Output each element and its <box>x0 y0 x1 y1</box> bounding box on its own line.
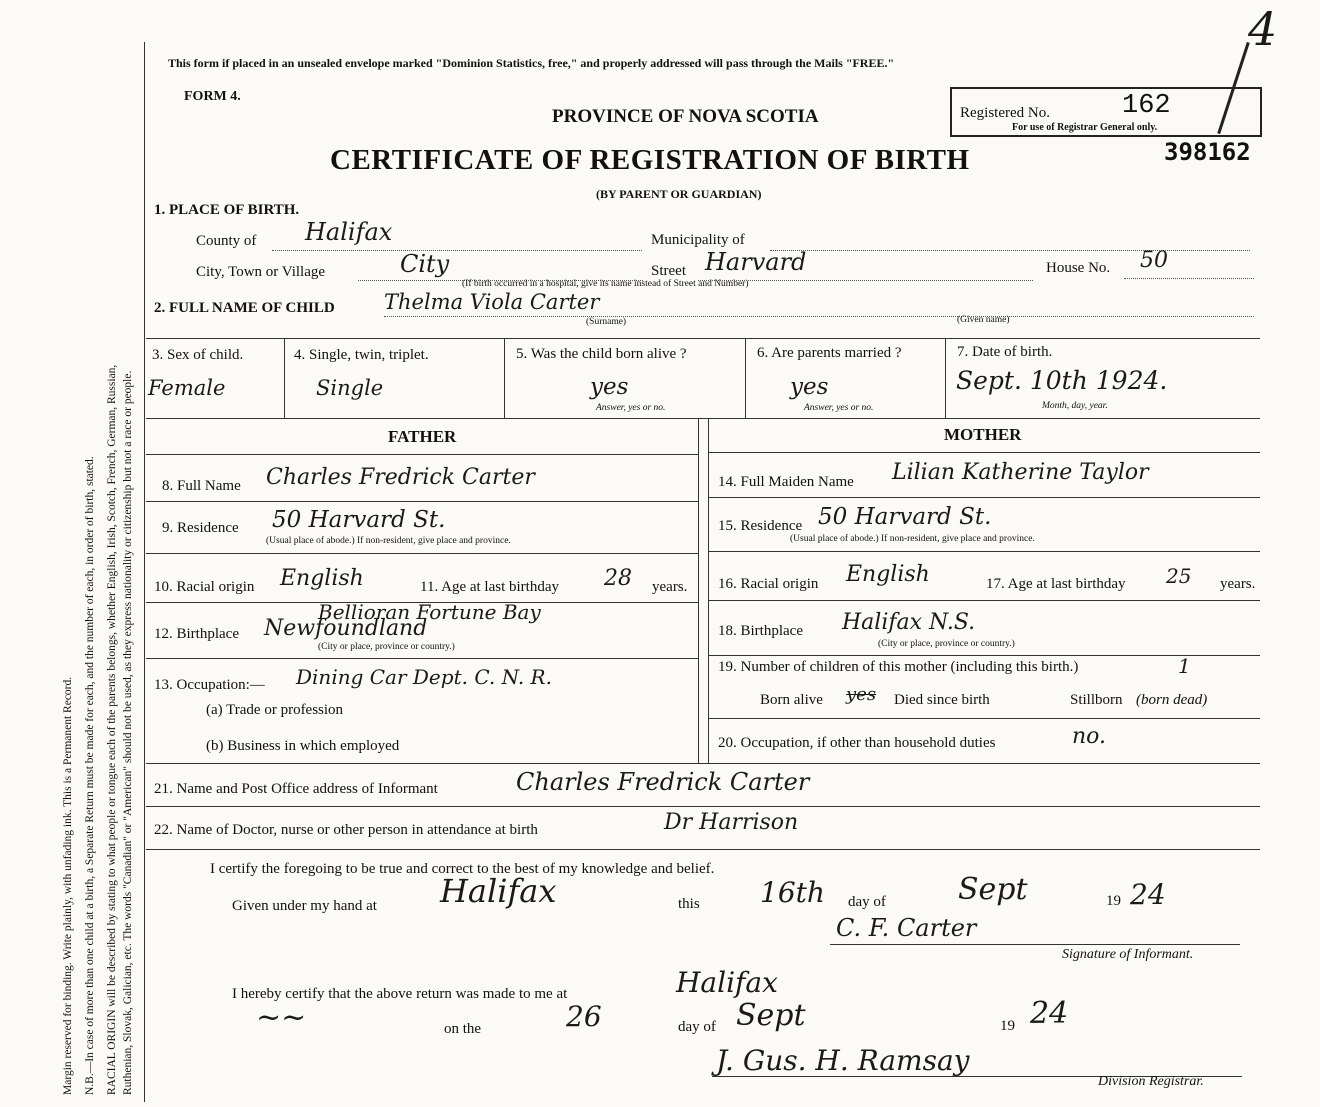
house-number-value: 50 <box>1140 248 1168 273</box>
county-label: County of <box>196 233 257 249</box>
registrar-month-value: Sept <box>736 998 806 1033</box>
county-line <box>272 250 642 251</box>
child-name-value: Thelma Viola Carter <box>384 290 600 314</box>
details-divider-2 <box>504 338 505 418</box>
child-name-line <box>384 316 1254 317</box>
certification-year-prefix: 19 <box>1106 893 1121 909</box>
father-birthplace-label: 12. Birthplace <box>154 626 239 642</box>
mother-row-rule-2 <box>708 551 1260 552</box>
doctor-rule <box>146 849 1260 850</box>
registered-number-note: For use of Registrar General only. <box>1012 122 1158 133</box>
father-racial-label: 10. Racial origin <box>154 579 255 595</box>
father-birthplace-value-1: Bellioran Fortune Bay <box>318 600 541 624</box>
mother-occupation-value: no. <box>1072 724 1107 749</box>
born-alive-count-value: yes <box>846 684 877 705</box>
father-row-rule-4 <box>146 658 698 659</box>
margin-note-racial-origin: RACIAL ORIGIN will be described by stating to what people or tongue each of the parents belongs, whether English, Irish, Scotch, French, German, Russian, <box>106 364 118 1095</box>
city-label: City, Town or Village <box>196 264 326 280</box>
certification-day-of-label: day of <box>848 894 886 910</box>
mother-birthplace-note: (City or place, province or country.) <box>878 639 1015 649</box>
registrar-signature: J. Gus. H. Ramsay <box>716 1044 970 1077</box>
parents-married-value: yes <box>790 374 829 400</box>
margin-note-racial-origin-2: Ruthenian, Slovak, Galician, etc. The words "Canadian" or "American" should not be used, as they express nationality or citizenship but not a race or people. <box>122 370 134 1095</box>
hospital-note: (If birth occurred in a hospital, give its name instead of Street and Number) <box>462 279 749 289</box>
given-under-label: Given under my hand at <box>232 898 377 914</box>
province-heading: PROVINCE OF NOVA SCOTIA <box>552 106 819 127</box>
parents-married-note: Answer, yes or no. <box>804 403 874 413</box>
informant-signature-line <box>830 944 1240 945</box>
mother-racial-value: English <box>846 562 930 587</box>
father-residence-label: 9. Residence <box>162 520 239 536</box>
mother-residence-label: 15. Residence <box>718 518 803 534</box>
doctor-value: Dr Harrison <box>664 810 799 835</box>
certification-statement: I certify the foregoing to be true and correct to the best of my knowledge and belief. <box>210 861 715 877</box>
given-name-note: (Given name) <box>957 315 1010 325</box>
informant-rule <box>146 806 1260 807</box>
mother-age-label: 17. Age at last birthday <box>986 576 1126 592</box>
informant-value: Charles Fredrick Carter <box>516 768 810 796</box>
certification-day-value: 16th <box>760 876 825 909</box>
father-occupation-value: Dining Car Dept. C. N. R. <box>296 665 552 689</box>
surname-note: (Surname) <box>586 317 627 327</box>
margin-note-multiple-births: N.B.—In case of more than one child at a birth, a Separate Return must be made for each, and the number of each, in order of birth, stated. <box>84 456 96 1095</box>
mother-box-left <box>708 418 709 763</box>
municipality-line <box>770 250 1250 251</box>
registrar-year-value: 24 <box>1030 996 1069 1031</box>
mother-heading: MOTHER <box>944 425 1022 444</box>
father-age-label: 11. Age at last birthday <box>420 579 559 595</box>
registrar-day-value: 26 <box>566 1000 602 1033</box>
margin-note-binding: Margin reserved for binding. Write plainly, with unfading ink. This is a Permanent Record. <box>62 676 74 1095</box>
street-label: Street <box>651 263 686 279</box>
father-row-rule-2 <box>146 553 698 554</box>
date-of-birth-note: Month, day, year. <box>1042 401 1108 411</box>
mother-children-value: 1 <box>1178 654 1191 678</box>
mother-racial-label: 16. Racial origin <box>718 576 819 592</box>
informant-label: 21. Name and Post Office address of Informant <box>154 781 438 797</box>
father-residence-value: 50 Harvard St. <box>272 507 446 533</box>
father-birthplace-note: (City or place, province or country.) <box>318 642 455 652</box>
date-of-birth-value: Sept. 10th 1924. <box>956 366 1168 395</box>
registrar-day-of-label: day of <box>678 1019 716 1035</box>
corner-check-mark: 4 <box>1248 2 1278 56</box>
father-residence-note: (Usual place of abode.) If non-resident, give place and province. <box>266 536 511 546</box>
municipality-label: Municipality of <box>651 232 745 248</box>
details-divider-3 <box>745 338 746 418</box>
mother-residence-value: 50 Harvard St. <box>818 504 992 530</box>
born-alive-note: Answer, yes or no. <box>596 403 666 413</box>
mother-birthplace-label: 18. Birthplace <box>718 623 803 639</box>
plurality-label: 4. Single, twin, triplet. <box>294 347 429 363</box>
house-number-label: House No. <box>1046 260 1111 276</box>
registrar-title: Division Registrar. <box>1098 1074 1204 1089</box>
given-place-value: Halifax <box>440 872 557 910</box>
stillborn-label: Stillborn <box>1070 692 1123 708</box>
mother-row-rule-5 <box>708 718 1260 719</box>
mother-row-rule-1 <box>708 497 1260 498</box>
county-value: Halifax <box>305 218 393 246</box>
certification-year-value: 24 <box>1130 878 1166 911</box>
place-of-birth-heading: 1. PLACE OF BIRTH. <box>154 202 300 218</box>
father-business-label: (b) Business in which employed <box>206 738 400 754</box>
father-row-rule-1 <box>146 501 698 502</box>
mother-birthplace-value: Halifax N.S. <box>842 610 976 635</box>
informant-signature-label: Signature of Informant. <box>1062 947 1194 962</box>
details-bottom-rule <box>146 418 1260 419</box>
registered-number-box <box>950 87 1262 137</box>
registered-number-value: 162 <box>1122 91 1171 121</box>
mother-children-label: 19. Number of children of this mother (including this birth.) <box>718 659 1079 675</box>
street-line <box>698 280 1033 281</box>
registrar-flourish: ~~ <box>256 1000 307 1035</box>
date-of-birth-label: 7. Date of birth. <box>957 344 1053 360</box>
parents-bottom-rule <box>146 763 1260 764</box>
street-value: Harvard <box>705 248 807 276</box>
house-line <box>1124 278 1254 279</box>
certification-this-label: this <box>678 896 700 912</box>
father-racial-value: English <box>280 566 364 591</box>
father-birthplace-value-2: Newfoundland <box>264 616 428 641</box>
father-occupation-label: 13. Occupation:— <box>154 677 265 693</box>
father-heading-rule <box>146 454 698 455</box>
certification-month-value: Sept <box>958 872 1028 907</box>
stamped-number: 398162 <box>1164 138 1251 166</box>
plurality-value: Single <box>316 376 384 400</box>
sex-value: Female <box>148 376 226 400</box>
sex-label: 3. Sex of child. <box>152 347 244 363</box>
father-name-value: Charles Fredrick Carter <box>266 465 535 490</box>
form-number: FORM 4. <box>184 89 241 104</box>
mother-age-suffix: years. <box>1220 576 1256 592</box>
mother-heading-rule <box>708 452 1260 453</box>
born-alive-count-label: Born alive <box>760 692 823 708</box>
died-since-birth-label: Died since birth <box>894 692 990 708</box>
details-top-rule <box>146 338 1260 339</box>
registrar-year-prefix: 19 <box>1000 1018 1015 1034</box>
born-alive-value: yes <box>590 374 629 400</box>
father-age-value: 28 <box>604 566 632 591</box>
child-name-label: 2. FULL NAME OF CHILD <box>154 300 335 316</box>
mother-name-label: 14. Full Maiden Name <box>718 474 854 490</box>
details-divider-4 <box>945 338 946 418</box>
details-divider-1 <box>284 338 285 418</box>
mother-name-value: Lilian Katherine Taylor <box>892 460 1149 485</box>
stillborn-note: (born dead) <box>1136 692 1208 708</box>
certificate-subtitle: (BY PARENT OR GUARDIAN) <box>596 187 762 201</box>
registrar-place-value: Halifax <box>676 966 778 999</box>
city-value: City <box>400 250 450 278</box>
certificate-title: CERTIFICATE OF REGISTRATION OF BIRTH <box>330 144 970 176</box>
registered-number-label: Registered No. <box>960 105 1050 121</box>
father-box-right <box>698 418 699 763</box>
mother-occupation-label: 20. Occupation, if other than household duties <box>718 735 996 751</box>
mother-row-rule-3 <box>708 600 1260 601</box>
doctor-label: 22. Name of Doctor, nurse or other person in attendance at birth <box>154 822 538 838</box>
registrar-on-the-label: on the <box>444 1021 482 1037</box>
father-heading: FATHER <box>388 427 457 446</box>
form-left-border <box>144 42 145 1102</box>
father-trade-label: (a) Trade or profession <box>206 702 344 718</box>
registrar-statement: I hereby certify that the above return was made to me at <box>232 986 568 1002</box>
father-age-suffix: years. <box>652 579 688 595</box>
parents-married-label: 6. Are parents married ? <box>757 345 902 361</box>
born-alive-label: 5. Was the child born alive ? <box>516 346 687 362</box>
father-name-label: 8. Full Name <box>162 478 241 494</box>
mother-residence-note: (Usual place of abode.) If non-resident, give place and province. <box>790 534 1035 544</box>
informant-signature: C. F. Carter <box>836 914 977 942</box>
mother-age-value: 25 <box>1166 564 1192 588</box>
mail-notice: This form if placed in an unsealed envelope marked "Dominion Statistics, free," and properly addressed will pass through the Mails "FREE." <box>168 56 895 70</box>
